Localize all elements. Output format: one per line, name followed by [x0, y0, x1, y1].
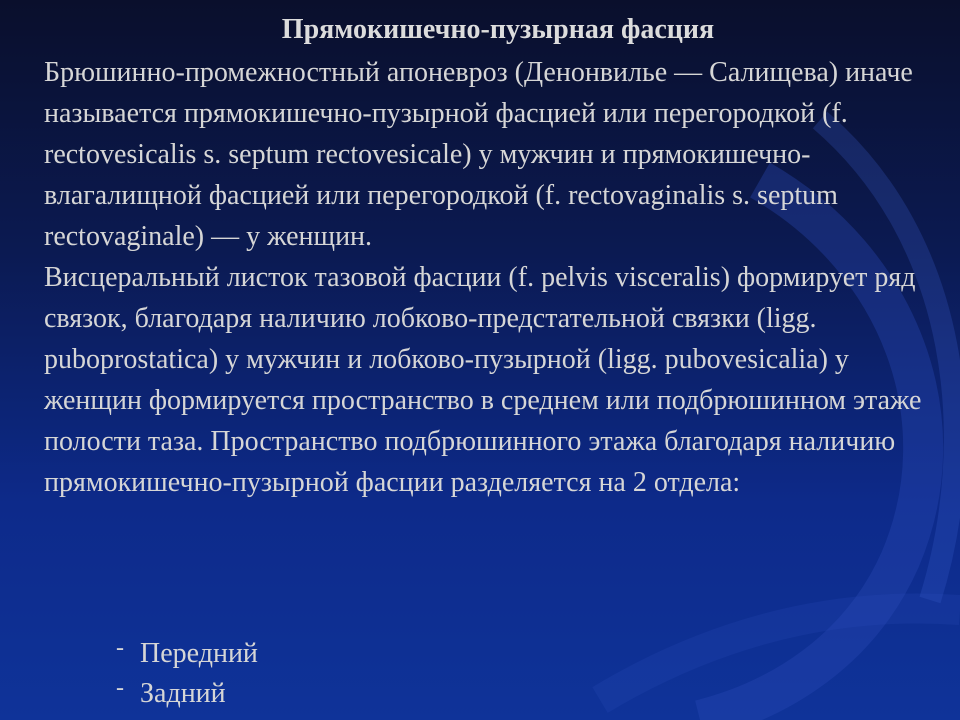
list-item — [116, 634, 258, 674]
paragraph-1: Брюшинно-промежностный апоневроз (Денонвилье — Салищева) иначе называется прямокишечно-пузырной фасцией или перегородкой (f. rectovesicalis s. septum rectovesicale) у мужчин и прямокишечно-влагалищной фасцией или перегородкой (f. rectovaginalis s. septum rectovaginale) — у женщин. — [44, 57, 913, 252]
paragraph-2: Висцеральный листок тазовой фасции (f. pelvis visceralis) формирует ряд связок, благодаря наличию лобково-предстательной связки (ligg. puboprostatica) у мужчин и лобково-пузырной (ligg. pubovesicalia) у женщин формируется пространство в среднем или подбрюшинном этаже полости таза. Пространство подбрюшинного этажа благодаря наличию прямокишечно-пузырной фасции разделяется на 2 отдела: — [44, 262, 922, 498]
sections-list — [116, 634, 258, 714]
slide-body — [44, 52, 944, 503]
dash-bullet-icon: - — [116, 635, 124, 661]
list-item-label: Передний — [140, 638, 258, 669]
slide-title: Прямокишечно-пузырная фасция — [281, 14, 715, 45]
list-item — [116, 674, 258, 714]
dash-bullet-icon: - — [116, 675, 124, 701]
list-item-label: Задний — [140, 678, 226, 709]
